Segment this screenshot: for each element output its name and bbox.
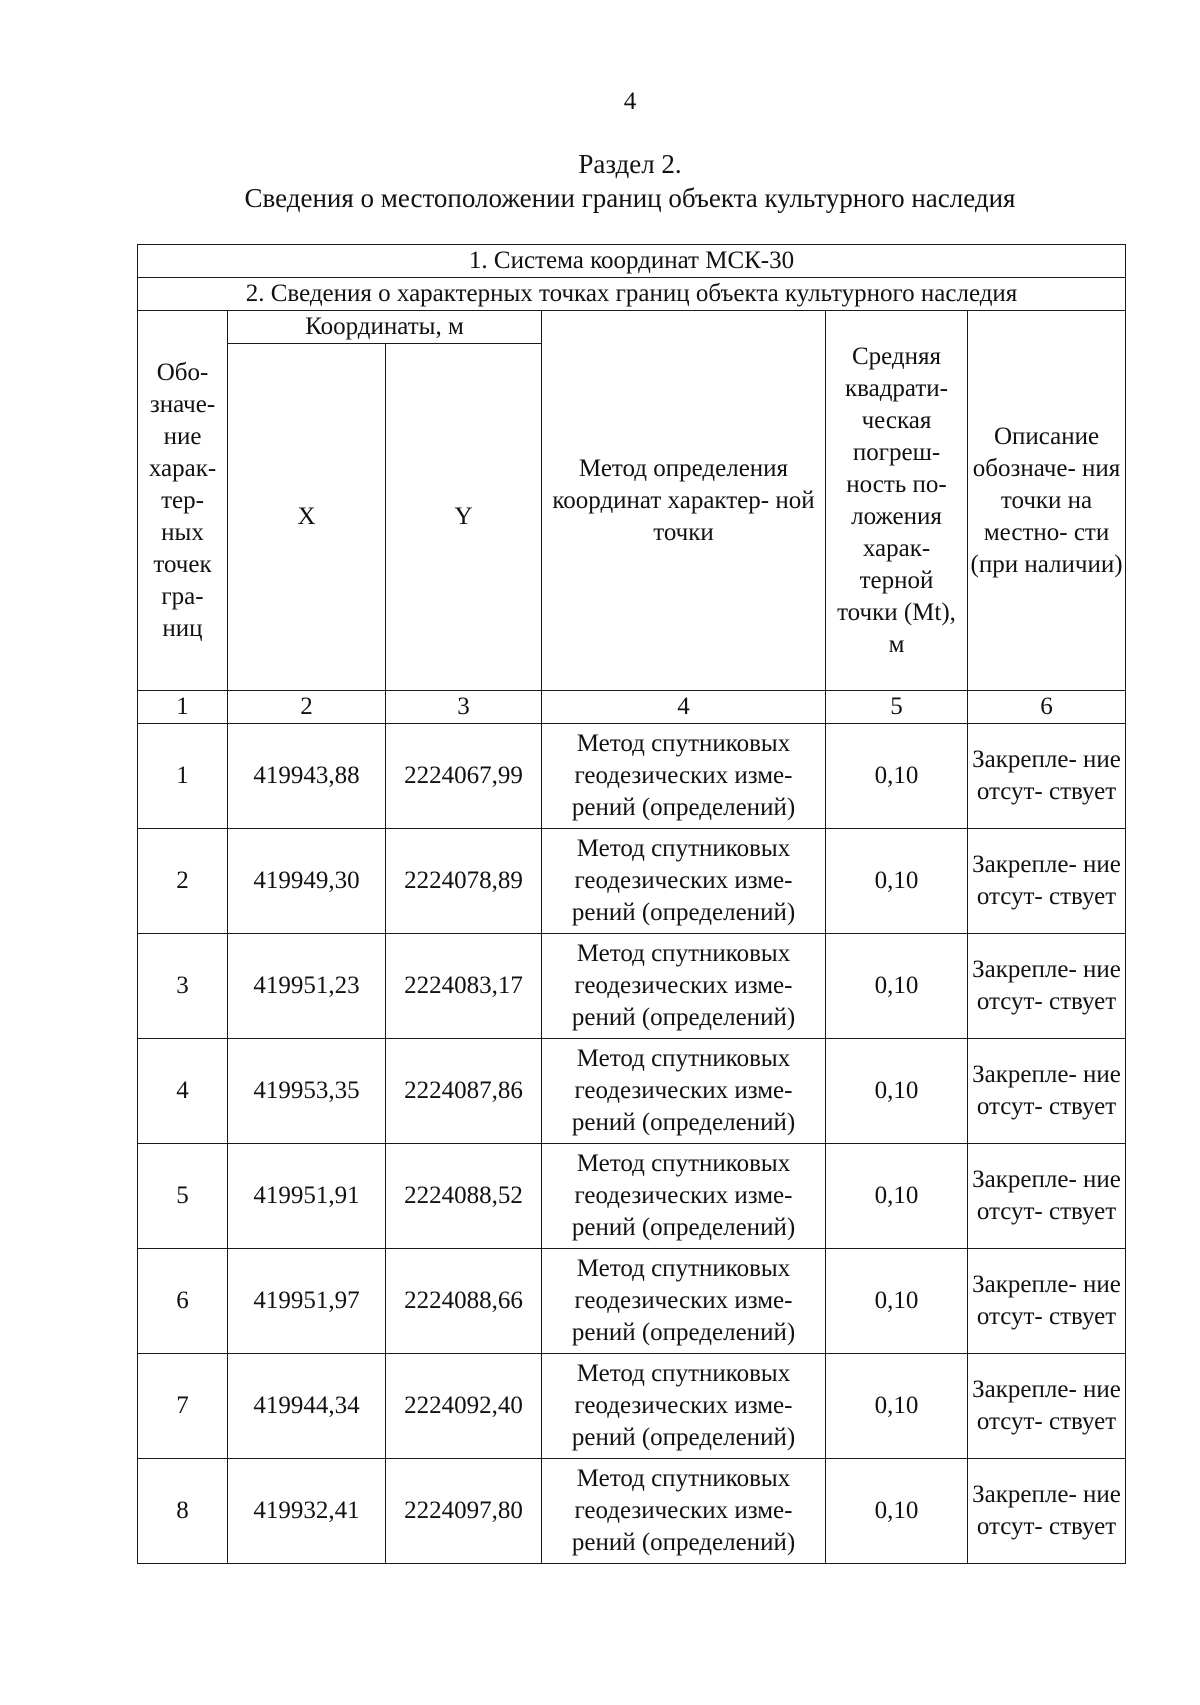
cell-error: 0,10	[826, 1144, 968, 1249]
section-subtitle: Сведения о местоположении границ объекта культурного наследия	[244, 183, 1016, 213]
cell-y: 2224087,86	[386, 1039, 542, 1144]
cell-x: 419944,34	[228, 1354, 386, 1459]
cell-error: 0,10	[826, 1039, 968, 1144]
cell-point-id: 1	[138, 724, 228, 829]
cell-y: 2224067,99	[386, 724, 542, 829]
cell-description: Закрепле- ние отсут- ствует	[968, 1249, 1126, 1354]
header-designation: Обо- значе- ние харак- тер- ных точек гра- ниц	[138, 311, 228, 691]
table-row	[138, 724, 1126, 829]
table-row	[138, 1249, 1126, 1354]
column-number: 6	[968, 691, 1126, 724]
cell-method: Метод спутниковых геодезических изме- рений (определений)	[542, 934, 826, 1039]
cell-description: Закрепле- ние отсут- ствует	[968, 1039, 1126, 1144]
cell-y: 2224092,40	[386, 1354, 542, 1459]
header-error: Средняя квадрати- ческая погреш- ность по- ложения харак- терной точки (Mt), м	[826, 311, 968, 691]
cell-method: Метод спутниковых геодезических изме- рений (определений)	[542, 1144, 826, 1249]
table-row	[138, 1144, 1126, 1249]
cell-method: Метод спутниковых геодезических изме- рений (определений)	[542, 829, 826, 934]
cell-y: 2224078,89	[386, 829, 542, 934]
header-coordinates: Координаты, м	[228, 311, 542, 344]
cell-x: 419949,30	[228, 829, 386, 934]
cell-description: Закрепле- ние отсут- ствует	[968, 829, 1126, 934]
cell-point-id: 8	[138, 1459, 228, 1564]
header-method: Метод определения координат характер- ной точки	[542, 311, 826, 691]
cell-error: 0,10	[826, 829, 968, 934]
cell-description: Закрепле- ние отсут- ствует	[968, 1459, 1126, 1564]
cell-error: 0,10	[826, 1249, 968, 1354]
header-y: Y	[386, 344, 542, 691]
column-number-row	[138, 691, 1126, 724]
table-body	[138, 724, 1126, 1564]
table-row	[138, 829, 1126, 934]
cell-method: Метод спутниковых геодезических изме- рений (определений)	[542, 1039, 826, 1144]
cell-description: Закрепле- ние отсут- ствует	[968, 1144, 1126, 1249]
cell-y: 2224088,66	[386, 1249, 542, 1354]
cell-y: 2224097,80	[386, 1459, 542, 1564]
cell-point-id: 2	[138, 829, 228, 934]
cell-y: 2224083,17	[386, 934, 542, 1039]
table-row	[138, 1039, 1126, 1144]
cell-point-id: 4	[138, 1039, 228, 1144]
column-number: 3	[386, 691, 542, 724]
table-row	[138, 1354, 1126, 1459]
header-x: X	[228, 344, 386, 691]
cell-error: 0,10	[826, 1354, 968, 1459]
cell-point-id: 3	[138, 934, 228, 1039]
table-row	[138, 934, 1126, 1039]
column-number: 5	[826, 691, 968, 724]
cell-x: 419953,35	[228, 1039, 386, 1144]
column-number: 4	[542, 691, 826, 724]
cell-method: Метод спутниковых геодезических изме- рений (определений)	[542, 1459, 826, 1564]
cell-point-id: 7	[138, 1354, 228, 1459]
cell-x: 419943,88	[228, 724, 386, 829]
cell-point-id: 6	[138, 1249, 228, 1354]
cell-description: Закрепле- ние отсут- ствует	[968, 934, 1126, 1039]
cell-method: Метод спутниковых геодезических изме- рений (определений)	[542, 1249, 826, 1354]
page-number: 4	[623, 88, 637, 115]
boundary-points-table	[137, 244, 1126, 1564]
cell-y: 2224088,52	[386, 1144, 542, 1249]
header-description: Описание обозначе- ния точки на местно- сти (при наличии)	[968, 311, 1126, 691]
cell-x: 419951,23	[228, 934, 386, 1039]
cell-x: 419932,41	[228, 1459, 386, 1564]
cell-error: 0,10	[826, 1459, 968, 1564]
boundary-info-row: 2. Сведения о характерных точках границ объекта культурного наследия	[138, 278, 1126, 311]
table-row	[138, 1459, 1126, 1564]
cell-method: Метод спутниковых геодезических изме- рений (определений)	[542, 724, 826, 829]
cell-description: Закрепле- ние отсут- ствует	[968, 1354, 1126, 1459]
section-title: Раздел 2.	[578, 149, 682, 179]
cell-description: Закрепле- ние отсут- ствует	[968, 724, 1126, 829]
cell-point-id: 5	[138, 1144, 228, 1249]
cell-x: 419951,91	[228, 1144, 386, 1249]
cell-error: 0,10	[826, 934, 968, 1039]
cell-error: 0,10	[826, 724, 968, 829]
cell-method: Метод спутниковых геодезических изме- рений (определений)	[542, 1354, 826, 1459]
coordinate-system-row: 1. Система координат МСК-30	[138, 245, 1126, 278]
cell-x: 419951,97	[228, 1249, 386, 1354]
column-number: 2	[228, 691, 386, 724]
column-number: 1	[138, 691, 228, 724]
